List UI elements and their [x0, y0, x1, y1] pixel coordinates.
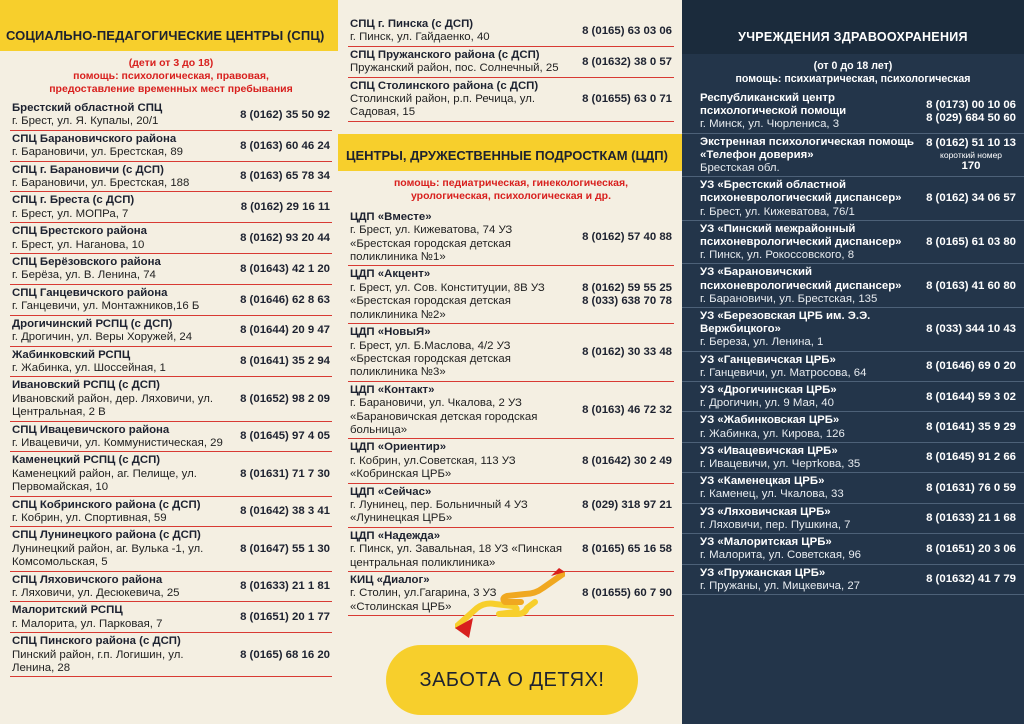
- entry-phones: [564, 25, 674, 38]
- entry-title: Жабинковский РСПЦ: [12, 348, 131, 361]
- entry-info: [350, 211, 564, 265]
- entry-title: СПЦ Лунинецкого района (с ДСП): [12, 529, 201, 542]
- list-item: [348, 209, 674, 267]
- list-item: [348, 47, 674, 78]
- social-centers-list-continued: [348, 0, 674, 122]
- entry-title: УЗ «Березовская ЦРБ им. Э.Э. Вержбицкого»: [700, 310, 871, 336]
- entry-address: г. Брест, ул. Кижеватова, 74 УЗ «Брестская городская детская поликлиника №1»: [350, 224, 513, 264]
- entry-phones: [926, 360, 1016, 373]
- list-item: [682, 504, 1024, 534]
- list-item: [348, 439, 674, 483]
- entry-title: ЦДП «Сейчас»: [350, 485, 432, 498]
- list-item: [10, 633, 332, 677]
- phone-number: 8 (029) 318 97 21: [582, 498, 672, 511]
- entry-phones: [926, 323, 1016, 336]
- entry-title: УЗ «Каменецкая ЦРБ»: [700, 475, 825, 488]
- entry-info: [12, 529, 228, 569]
- healthcare-list: [682, 90, 1024, 595]
- entry-phones: [926, 99, 1016, 125]
- entry-address: г. Брест, ул. Б.Маслова, 4/2 УЗ «Брестская городская детская поликлиника №3»: [350, 339, 511, 379]
- entry-title: УЗ «Ивацевичская ЦРБ»: [700, 444, 838, 457]
- entry-address: г. Барановичи, ул. Чкалова, 2 УЗ «Барановичская детская городская больница»: [350, 397, 538, 436]
- entry-info: [350, 486, 564, 526]
- phone-number: 8 (01633) 21 1 81: [240, 580, 330, 593]
- entry-title: ЦДП «Надежда»: [350, 529, 441, 542]
- list-item: [682, 352, 1024, 382]
- entry-title: Ивановский РСПЦ (с ДСП): [12, 379, 160, 392]
- entry-phones: [926, 280, 1016, 293]
- phone-number: 8 (01632) 41 7 79: [926, 573, 1016, 586]
- entry-title: УЗ «Пружанская ЦРБ»: [700, 566, 826, 579]
- list-item: [10, 452, 332, 496]
- list-item: [10, 254, 332, 285]
- entry-title: СПЦ Пружанского района (с ДСП): [350, 48, 540, 61]
- entry-phones: [926, 137, 1016, 173]
- entry-address: г. Пинск, ул. Завальная, 18 УЗ «Пинская центральная поликлиника»: [350, 543, 563, 569]
- entry-phones: [564, 93, 674, 106]
- list-item: [348, 484, 674, 528]
- entry-phones: [228, 468, 332, 481]
- phone-number: 8 (01652) 98 2 09: [240, 392, 330, 405]
- entry-title: Дрогичинский РСПЦ (с ДСП): [12, 317, 173, 330]
- section-heading: УЧРЕЖДЕНИЯ ЗДРАВООХРАНЕНИЯ: [682, 0, 1024, 54]
- entry-address: г. Барановичи, ул. Брестская, 188: [12, 177, 190, 190]
- entry-address: г. Ивацевичи, ул. Чертkова, 35: [700, 458, 861, 471]
- entry-address: г. Дрогичин, ул. Веры Хоружей, 24: [12, 331, 193, 344]
- entry-address: г. Ляховичи, пер. Пушкина, 7: [700, 518, 851, 531]
- phone-number: 8 (0162) 59 55 25: [582, 281, 672, 294]
- entry-info: [700, 506, 926, 532]
- entry-phones: [228, 393, 332, 406]
- entry-address: г. Кобрин, ул.Советская, 113 УЗ «Кобринская ЦРБ»: [350, 454, 516, 481]
- list-item: [682, 134, 1024, 178]
- phone-number: 8 (0162) 29 16 11: [240, 201, 330, 214]
- entry-info: [12, 225, 228, 252]
- help-note: помощь: психологическая, правовая,: [73, 70, 269, 82]
- entry-info: [12, 102, 228, 129]
- phone-number: 8 (01632) 38 0 57: [582, 55, 672, 68]
- list-item: [682, 308, 1024, 352]
- entry-title: Экстренная психологическая помощь «Телефон доверия»: [700, 135, 915, 161]
- entry-info: [700, 536, 926, 562]
- phone-number-2: 8 (029) 684 50 60: [926, 111, 1016, 124]
- entry-info: [12, 318, 228, 345]
- phone-number: 8 (01641) 35 2 94: [240, 355, 330, 368]
- short-number-label: короткий номер: [940, 150, 1003, 161]
- phone-number: 8 (01644) 20 9 47: [240, 324, 330, 337]
- entry-address: г. Брест, ул. Я. Купалы, 20/1: [12, 115, 159, 128]
- entry-info: [12, 574, 228, 601]
- entry-title: УЗ «Малоритская ЦРБ»: [700, 536, 832, 549]
- phone-number: 8 (0163) 46 72 32: [582, 403, 672, 416]
- entry-phones: [228, 611, 332, 624]
- entry-address: г. Брест, ул. МОПРа, 7: [12, 207, 129, 220]
- entry-phones: [926, 543, 1016, 556]
- entry-info: [12, 194, 228, 221]
- list-item: [10, 527, 332, 571]
- list-item: [10, 192, 332, 223]
- list-item: [10, 497, 332, 528]
- entry-info: [700, 475, 926, 501]
- entry-title: СПЦ Пинского района (с ДСП): [12, 635, 181, 648]
- entry-address: г. Малорита, ул. Советская, 96: [700, 549, 861, 562]
- entry-title: УЗ «Жабинковская ЦРБ»: [700, 414, 840, 427]
- phone-number: 8 (01645) 97 4 05: [240, 430, 330, 443]
- entry-phones: [564, 543, 674, 556]
- entry-phones: [228, 355, 332, 368]
- list-item: [10, 316, 332, 347]
- entry-address: г. Каменец, ул. Чкалова, 33: [700, 488, 844, 501]
- phone-number: 8 (0163) 41 60 80: [926, 279, 1016, 292]
- entry-info: [350, 384, 564, 438]
- entry-address: Столинский район, р.п. Речица, ул. Садовая, 15: [350, 93, 536, 119]
- list-item: [10, 347, 332, 378]
- entry-title: УЗ «Дрогичинская ЦРБ»: [700, 384, 837, 397]
- entry-address: г. Берёза, ул. В. Ленина, 74: [12, 269, 156, 282]
- phone-number: 8 (01643) 42 1 20: [240, 262, 330, 275]
- entry-info: [350, 49, 564, 76]
- entry-title: СПЦ г. Пинска (с ДСП): [350, 18, 474, 30]
- list-item: [10, 572, 332, 603]
- phone-number: 8 (0165) 65 16 58: [582, 543, 672, 556]
- entry-phones: [926, 236, 1016, 249]
- social-centers-list: [10, 100, 332, 677]
- entry-address: г. Жабинка, ул. Кирова, 126: [700, 427, 845, 440]
- entry-address: Пинский район, г.п. Логишин, ул. Ленина, 28: [12, 648, 184, 675]
- entry-phones: [926, 573, 1016, 586]
- entry-phones: [564, 499, 674, 512]
- list-item: [348, 78, 674, 122]
- entry-address: г. Минск, ул. Чюрлениса, 3: [700, 118, 840, 131]
- list-item: [348, 266, 674, 324]
- entry-title: УЗ «Ляховичская ЦРБ»: [700, 505, 831, 518]
- list-item: [682, 443, 1024, 473]
- entry-address: г. Пинск, ул. Гайдаенко, 40: [350, 31, 490, 44]
- help-note: помощь: психиатрическая, психологическая: [735, 73, 971, 85]
- entry-title: УЗ «Барановичский психоневрологический диспансер»: [700, 266, 902, 292]
- entry-address: г. Столин, ул.Гагарина, 3 УЗ «Столинская ЦРБ»: [350, 587, 497, 613]
- list-item: [10, 162, 332, 193]
- care-for-children-button[interactable]: ЗАБОТА О ДЕТЯХ!: [386, 645, 638, 715]
- entry-info: [700, 92, 926, 132]
- entry-info: [12, 499, 228, 526]
- entry-phones: [564, 346, 674, 359]
- entry-phones: [926, 192, 1016, 205]
- phone-number: 8 (01642) 30 2 49: [582, 454, 672, 467]
- entry-phones: [926, 421, 1016, 434]
- list-item: [682, 264, 1024, 308]
- entry-info: [12, 379, 228, 419]
- entry-address: г. Брест, ул. Сов. Конституции, 8В УЗ «Брестская городская детская поликлиника №2»: [350, 281, 545, 321]
- entry-address: г. Брест, ул. Кижеватова, 76/1: [700, 205, 855, 218]
- entry-phones: [228, 263, 332, 276]
- phone-number: 8 (01651) 20 3 06: [926, 542, 1016, 555]
- entry-address: г. Барановичи, ул. Брестская, 89: [12, 146, 184, 159]
- entry-title: ЦДП «Контакт»: [350, 383, 435, 396]
- phone-number: 8 (01646) 69 0 20: [926, 360, 1016, 373]
- entry-info: [700, 310, 926, 350]
- entry-info: [12, 604, 228, 631]
- entry-address: г. Кобрин, ул. Спортивная, 59: [12, 511, 167, 524]
- entry-title: Республиканский центр психологической помощи: [700, 92, 847, 118]
- entry-address: г. Пинск, ул. Рокоссовского, 8: [700, 249, 855, 262]
- section-heading: СОЦИАЛЬНО-ПЕДАГОГИЧЕСКИЕ ЦЕНТРЫ (СПЦ): [0, 0, 338, 51]
- phone-number: 8 (01631) 76 0 59: [926, 481, 1016, 494]
- entry-info: [700, 266, 926, 306]
- entry-info: [12, 287, 228, 314]
- entry-address: Каменецкий район, аг. Пелище, ул. Первомайская, 10: [12, 467, 197, 494]
- entry-phones: [564, 231, 674, 244]
- entry-phones: [228, 140, 332, 153]
- entry-address: г. Ганцевичи, ул. Матросова, 64: [700, 366, 867, 379]
- entry-phones: [228, 324, 332, 337]
- list-item: [682, 90, 1024, 134]
- entry-phones: [926, 451, 1016, 464]
- help-note-2: предоставление временных мест пребывания: [49, 83, 293, 95]
- list-item: [682, 382, 1024, 412]
- list-item: [10, 100, 332, 131]
- entry-title: СПЦ г. Барановичи (с ДСП): [12, 163, 164, 176]
- entry-phones: [564, 282, 674, 309]
- help-note-2: урологическая, психологическая и др.: [410, 189, 612, 202]
- entry-info: [700, 567, 926, 593]
- phone-number: 8 (0162) 51 10 13: [926, 137, 1016, 150]
- phone-number: 8 (01646) 62 8 63: [240, 293, 330, 306]
- phone-number: 8 (01642) 38 3 41: [240, 505, 330, 518]
- entry-info: [700, 384, 926, 410]
- list-item: [682, 177, 1024, 221]
- list-item: [348, 528, 674, 572]
- entry-phones: [228, 232, 332, 245]
- list-item: [682, 565, 1024, 595]
- list-item: [10, 285, 332, 316]
- phone-number: 8 (01655) 60 7 90: [582, 587, 672, 600]
- entry-info: [12, 349, 228, 376]
- phone-number: 8 (0165) 68 16 20: [240, 648, 330, 661]
- entry-address: г. Жабинка, ул. Шоссейная, 1: [12, 361, 166, 374]
- list-item: [682, 221, 1024, 265]
- entry-title: СПЦ Берёзовского района: [12, 256, 161, 269]
- entry-info: [12, 164, 228, 191]
- phone-number: 8 (01647) 55 1 30: [240, 542, 330, 555]
- entry-phones: [228, 109, 332, 122]
- entry-title: Каменецкий РСПЦ (с ДСП): [12, 454, 161, 467]
- phone-number: 8 (01651) 20 1 77: [240, 611, 330, 624]
- entry-phones: [564, 455, 674, 468]
- entry-title: СПЦ Ганцевичского района: [12, 286, 168, 299]
- entry-info: [700, 136, 926, 176]
- entry-address: г. Дрогичин, ул. 9 Мая, 40: [700, 397, 834, 410]
- healthcare-column: [682, 0, 1024, 724]
- age-note: (дети от 3 до 18): [128, 57, 214, 69]
- entry-title: Брестский областной СПЦ: [12, 102, 163, 114]
- age-note: (от 0 до 18 лет): [813, 60, 893, 72]
- phone-number: 8 (033) 344 10 43: [926, 323, 1016, 336]
- entry-title: ЦДП «Вместе»: [350, 210, 432, 223]
- entry-phones: [228, 294, 332, 307]
- list-item: [348, 382, 674, 440]
- phone-number: 8 (0163) 65 78 34: [240, 170, 330, 183]
- help-note: помощь: педиатрическая, гинекологическая,: [393, 176, 629, 189]
- entry-address: г. Малорита, ул. Парковая, 7: [12, 617, 163, 630]
- entry-address: Ивановский район, дер. Ляховичи, ул. Центральная, 2 В: [12, 392, 214, 419]
- helping-hands-icon: [455, 568, 565, 640]
- entry-info: [12, 256, 228, 283]
- entry-phones: [564, 404, 674, 417]
- entry-address: Лунинецкий район, аг. Вулька -1, ул. Комсомольская, 5: [12, 542, 204, 569]
- list-item: [682, 473, 1024, 503]
- entry-title: СПЦ Ляховичского района: [12, 573, 163, 586]
- entry-title: СПЦ Ивацевичского района: [12, 423, 170, 436]
- list-item: [10, 602, 332, 633]
- entry-phones: [228, 649, 332, 662]
- entry-info: [12, 133, 228, 160]
- entry-title: УЗ «Брестский областной психоневрологический диспансер»: [700, 179, 902, 205]
- list-item: [10, 422, 332, 453]
- phone-number: 8 (0162) 30 33 48: [582, 346, 672, 359]
- list-item: [682, 412, 1024, 442]
- entry-address: Брестская обл.: [700, 162, 780, 175]
- entry-title: СПЦ Барановичского района: [12, 132, 177, 145]
- phone-number-2: 8 (033) 638 70 78: [582, 295, 672, 308]
- phone-number: 8 (01641) 35 9 29: [926, 421, 1016, 434]
- phone-number: 8 (0162) 57 40 88: [582, 230, 672, 243]
- entry-info: [350, 268, 564, 322]
- entry-phones: [228, 505, 332, 518]
- entry-phones: [926, 512, 1016, 525]
- entry-phones: [228, 580, 332, 593]
- list-item: [10, 131, 332, 162]
- entry-phones: [564, 587, 674, 600]
- list-item: [10, 377, 332, 421]
- entry-address: г. Береза, ул. Ленина, 1: [700, 336, 824, 349]
- phone-number: 8 (0162) 93 20 44: [240, 231, 330, 244]
- entry-title: СПЦ Кобринского района (с ДСП): [12, 498, 201, 511]
- entry-info: [700, 223, 926, 263]
- entry-phones: [228, 430, 332, 443]
- entry-phones: [926, 391, 1016, 404]
- entry-phones: [564, 56, 674, 69]
- entry-info: [12, 635, 228, 675]
- phone-number: 8 (0163) 60 46 24: [240, 139, 330, 152]
- entry-phones: [926, 482, 1016, 495]
- entry-info: [700, 445, 926, 471]
- entry-title: УЗ «Ганцевичская ЦРБ»: [700, 353, 836, 366]
- phone-number: 8 (01633) 21 1 68: [926, 512, 1016, 525]
- entry-info: [700, 354, 926, 380]
- entry-title: ЦДП «Ориентир»: [350, 441, 447, 454]
- entry-address: г. Ляховичи, ул. Десюкевича, 25: [12, 587, 180, 599]
- entry-info: [350, 18, 564, 45]
- entry-phones: [228, 543, 332, 556]
- entry-address: Пружанский район, пос. Солнечный, 25: [350, 62, 559, 75]
- teen-centers-list: [348, 209, 674, 616]
- phone-number: 8 (01644) 59 3 02: [926, 390, 1016, 403]
- list-item: [682, 534, 1024, 564]
- entry-address: г. Барановичи, ул. Брестская, 135: [700, 292, 878, 305]
- entry-info: [12, 424, 228, 451]
- phone-number: 8 (0165) 63 03 06: [582, 24, 672, 37]
- entry-address: г. Ганцевичи, ул. Монтажников,16 Б: [12, 300, 200, 313]
- short-number: 170: [961, 160, 981, 173]
- entry-title: КИЦ «Диалог»: [350, 574, 430, 586]
- entry-address: г. Пружаны, ул. Мицкевича, 27: [700, 579, 860, 592]
- phone-number: 8 (0173) 00 10 06: [926, 98, 1016, 111]
- phone-number: 8 (0162) 34 06 57: [926, 192, 1016, 205]
- entry-title: УЗ «Пинский межрайонный психоневрологический диспансер»: [700, 222, 902, 249]
- phone-number: 8 (0162) 35 50 92: [240, 108, 330, 121]
- entry-title: ЦДП «Акцент»: [350, 268, 431, 281]
- entry-address: г. Брест, ул. Наганова, 10: [12, 238, 145, 251]
- entry-info: [350, 326, 564, 380]
- phone-number: 8 (0165) 61 03 80: [926, 236, 1016, 249]
- entry-info: [350, 530, 564, 570]
- entry-info: [12, 454, 228, 494]
- section-heading: ЦЕНТРЫ, ДРУЖЕСТВЕННЫЕ ПОДРОСТКАМ (ЦДП): [338, 134, 682, 171]
- social-centers-column: [0, 0, 338, 724]
- phone-number: 8 (01631) 71 7 30: [240, 467, 330, 480]
- entry-address: г. Лунинец, пер. Больничный 4 УЗ «Лунинецкая ЦРБ»: [350, 498, 528, 525]
- entry-title: ЦДП «НовыЯ»: [350, 326, 431, 339]
- list-item: [10, 223, 332, 254]
- entry-title: СПЦ г. Бреста (с ДСП): [12, 194, 135, 207]
- list-item: [348, 16, 674, 47]
- entry-title: СПЦ Столинского района (с ДСП): [350, 79, 539, 92]
- phone-number: 8 (01645) 91 2 66: [926, 451, 1016, 464]
- list-item: [348, 324, 674, 382]
- entry-info: [700, 179, 926, 219]
- entry-title: СПЦ Брестского района: [12, 225, 148, 238]
- entry-phones: [228, 170, 332, 183]
- entry-info: [700, 414, 926, 440]
- entry-phones: [228, 201, 332, 214]
- entry-info: [350, 441, 564, 481]
- entry-info: [350, 80, 564, 120]
- entry-address: г. Ивацевичи, ул. Коммунистическая, 29: [12, 436, 223, 449]
- entry-title: Малоритский РСПЦ: [12, 604, 123, 617]
- phone-number: 8 (01655) 63 0 71: [582, 93, 672, 106]
